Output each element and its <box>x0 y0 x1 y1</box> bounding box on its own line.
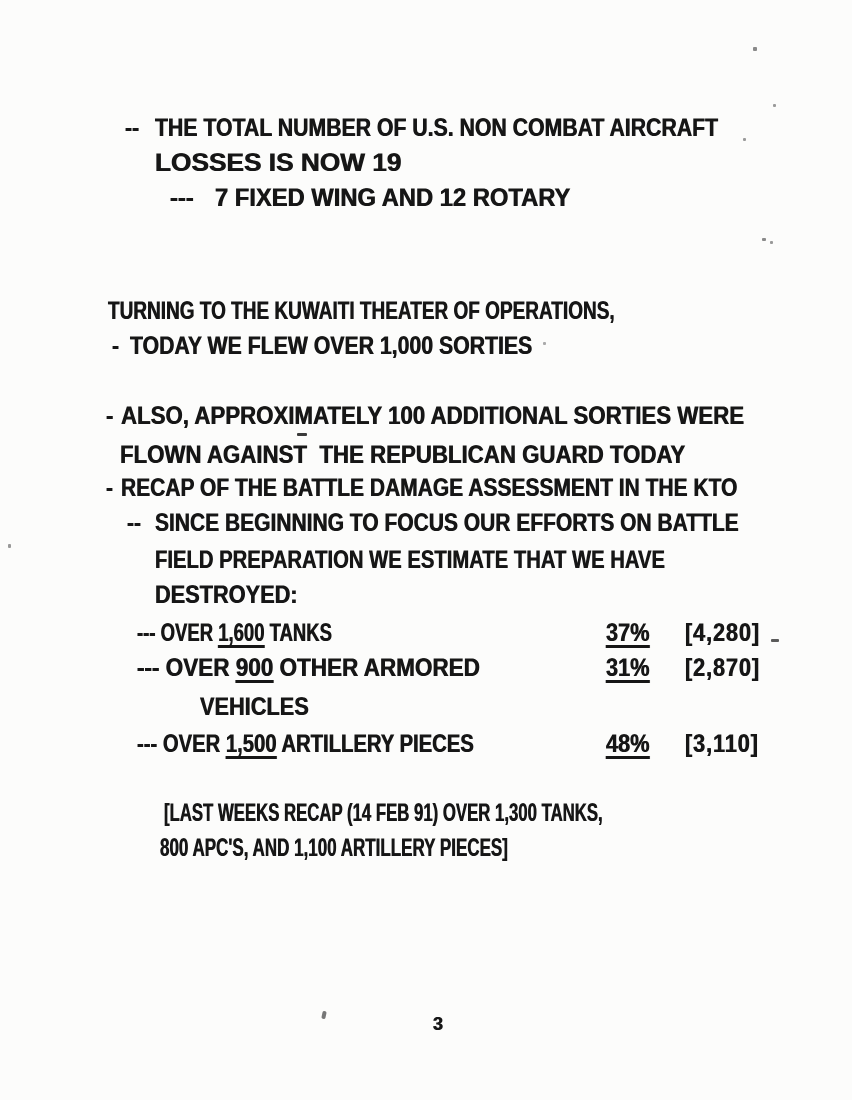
scan-artifact <box>743 138 746 141</box>
noncombat-sub-bullet: --- <box>170 184 194 212</box>
stat-text-post: TANKS <box>264 619 332 647</box>
since-line-2: FIELD PREPARATION WE ESTIMATE THAT WE HAVE <box>155 546 665 574</box>
recap-heading: RECAP OF THE BATTLE DAMAGE ASSESSMENT IN THE KTO <box>121 474 738 502</box>
stat-bullet: --- <box>137 619 156 647</box>
noncombat-bullet: -- <box>125 114 140 142</box>
scan-artifact <box>773 104 776 107</box>
stat-total-tanks: [4,280] <box>685 619 761 647</box>
stat-text-pre: OVER <box>157 730 226 758</box>
scan-artifact <box>753 47 757 51</box>
scan-artifact <box>762 238 766 241</box>
stat-row-tanks <box>137 621 332 646</box>
stat-number: 900 <box>235 654 274 682</box>
stat-text-post: ARTILLERY PIECES <box>276 730 474 758</box>
stat-number: 1,600 <box>218 619 265 647</box>
scan-artifact <box>771 639 779 642</box>
stat-pct: 31% <box>606 654 650 682</box>
noncombat-line-2: LOSSES IS NOW 19 <box>155 149 402 177</box>
stat-number: 1,500 <box>225 730 277 758</box>
additional-line-2: FLOWN AGAINST THE REPUBLICAN GUARD TODAY <box>120 441 686 469</box>
additional-line-1: ALSO, APPROXIMATELY 100 ADDITIONAL SORTIES WERE <box>121 402 745 430</box>
since-line-3: DESTROYED: <box>155 581 298 609</box>
sorties-bullet: - <box>112 332 120 360</box>
scan-artifact <box>770 241 773 244</box>
stat-bullet: --- <box>137 654 160 682</box>
noncombat-sub-line: 7 FIXED WING AND 12 ROTARY <box>215 184 571 212</box>
stat-bullet: --- <box>137 730 158 758</box>
stat-pct: 48% <box>606 730 650 758</box>
stat-pct: 37% <box>606 619 650 647</box>
stat-row-armored-continuation: VEHICLES <box>200 693 309 721</box>
stat-row-artillery <box>137 732 474 757</box>
stat-pct-tanks <box>606 621 650 646</box>
sorties-line: TODAY WE FLEW OVER 1,000 SORTIES <box>130 332 533 360</box>
page-number: 3 <box>433 1014 444 1034</box>
scan-artifact <box>321 1011 327 1020</box>
since-line-1: SINCE BEGINNING TO FOCUS OUR EFFORTS ON BATTLE <box>155 509 739 537</box>
recap-bullet: - <box>106 474 113 502</box>
scan-artifact <box>8 544 11 548</box>
stat-text-pre: OVER <box>155 619 219 647</box>
stat-text-pre: OVER <box>159 654 236 682</box>
stat-row-armored <box>137 656 480 681</box>
last-week-recap-line-2: 800 APC'S, AND 1,100 ARTILLERY PIECES] <box>160 834 508 862</box>
stat-total-armored: [2,870] <box>685 654 761 682</box>
scan-artifact <box>297 433 307 436</box>
last-week-recap-line-1: [LAST WEEKS RECAP (14 FEB 91) OVER 1,300 TANKS, <box>164 799 603 827</box>
stat-text-post: OTHER ARMORED <box>273 654 480 682</box>
since-bullet: -- <box>127 509 141 537</box>
kto-heading: TURNING TO THE KUWAITI THEATER OF OPERATIONS, <box>108 297 615 325</box>
stat-pct-armored <box>606 656 650 681</box>
additional-bullet: - <box>106 402 114 430</box>
stat-pct-artillery <box>606 732 650 757</box>
noncombat-line-1: THE TOTAL NUMBER OF U.S. NON COMBAT AIRCRAFT <box>155 114 719 142</box>
stat-total-artillery: [3,110] <box>685 730 759 758</box>
scan-artifact <box>543 342 546 345</box>
